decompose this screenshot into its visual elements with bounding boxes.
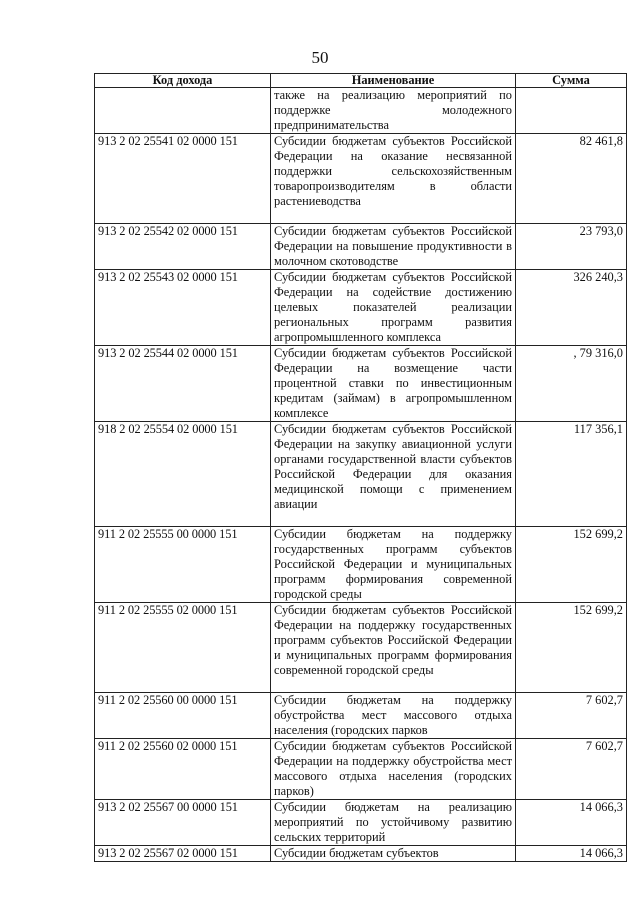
- row-code: [95, 88, 271, 134]
- row-name: Субсидии бюджетам на поддержку обустройства мест массового отдыха населения (городских парков: [271, 693, 516, 739]
- row-name: Субсидии бюджетам субъектов Российской Федерации на поддержку государственных программ субъектов Российской Федерации и муниципальных программ формирования современной городской среды: [271, 603, 516, 693]
- table-row: [95, 527, 627, 603]
- table-header-row: [95, 74, 627, 88]
- table-row: [95, 693, 627, 739]
- row-name: также на реализацию мероприятий по поддержке молодежного предпринимательства: [271, 88, 516, 134]
- table-row: [95, 422, 627, 527]
- header-name: Наименование: [271, 74, 516, 88]
- row-name: Субсидии бюджетам на поддержку государственных программ субъектов Российской Федерации и муниципальных программ формирования современной городской среды: [271, 527, 516, 603]
- row-amount: 117 356,1: [516, 422, 627, 527]
- row-code: 911 2 02 25560 00 0000 151: [95, 693, 271, 739]
- row-name: Субсидии бюджетам субъектов Российской Федерации на оказание несвязанной поддержки сельскохозяйственным товаропроизводителям в области растениеводства: [271, 134, 516, 224]
- row-code: 913 2 02 25567 00 0000 151: [95, 800, 271, 846]
- table-row: [95, 846, 627, 862]
- table-row: [95, 134, 627, 224]
- row-code: 911 2 02 25555 02 0000 151: [95, 603, 271, 693]
- row-code: 911 2 02 25555 00 0000 151: [95, 527, 271, 603]
- row-amount: 23 793,0: [516, 224, 627, 270]
- revenue-table: [94, 73, 627, 862]
- page-number: 50: [311, 48, 329, 67]
- row-amount: 14 066,3: [516, 846, 627, 862]
- table-row: [95, 270, 627, 346]
- row-name: Субсидии бюджетам на реализацию мероприятий по устойчивому развитию сельских территорий: [271, 800, 516, 846]
- row-amount: 326 240,3: [516, 270, 627, 346]
- table-row: [95, 739, 627, 800]
- row-code: 913 2 02 25542 02 0000 151: [95, 224, 271, 270]
- row-amount: [516, 88, 627, 134]
- row-name: Субсидии бюджетам субъектов Российской Федерации на возмещение части процентной ставки по инвестиционным кредитам (займам) в агропромышленном комплексе: [271, 346, 516, 422]
- row-amount: 82 461,8: [516, 134, 627, 224]
- row-name: Субсидии бюджетам субъектов: [271, 846, 516, 862]
- table-row: [95, 224, 627, 270]
- table-row: [95, 346, 627, 422]
- table-row: [95, 800, 627, 846]
- row-code: 911 2 02 25560 02 0000 151: [95, 739, 271, 800]
- row-code: 913 2 02 25567 02 0000 151: [95, 846, 271, 862]
- row-name: Субсидии бюджетам субъектов Российской Федерации на содействие достижению целевых показателей реализации региональных программ развития агропромышленного комплекса: [271, 270, 516, 346]
- header-code: Код дохода: [95, 74, 271, 88]
- row-name: Субсидии бюджетам субъектов Российской Федерации на поддержку обустройства мест массового отдыха населения (городских парков): [271, 739, 516, 800]
- row-amount: 14 066,3: [516, 800, 627, 846]
- row-code: 913 2 02 25544 02 0000 151: [95, 346, 271, 422]
- row-amount: 152 699,2: [516, 527, 627, 603]
- row-code: 918 2 02 25554 02 0000 151: [95, 422, 271, 527]
- row-amount: 7 602,7: [516, 739, 627, 800]
- row-amount: 7 602,7: [516, 693, 627, 739]
- row-name: Субсидии бюджетам субъектов Российской Федерации на закупку авиационной услуги органами государственной власти субъектов Российской Федерации для оказания медицинской помощи с применением авиации: [271, 422, 516, 527]
- table-row: [95, 603, 627, 693]
- header-amount: Сумма: [516, 74, 627, 88]
- row-code: 913 2 02 25541 02 0000 151: [95, 134, 271, 224]
- row-name: Субсидии бюджетам субъектов Российской Федерации на повышение продуктивности в молочном скотоводстве: [271, 224, 516, 270]
- row-amount: 152 699,2: [516, 603, 627, 693]
- row-code: 913 2 02 25543 02 0000 151: [95, 270, 271, 346]
- table-row: [95, 88, 627, 134]
- row-amount: , 79 316,0: [516, 346, 627, 422]
